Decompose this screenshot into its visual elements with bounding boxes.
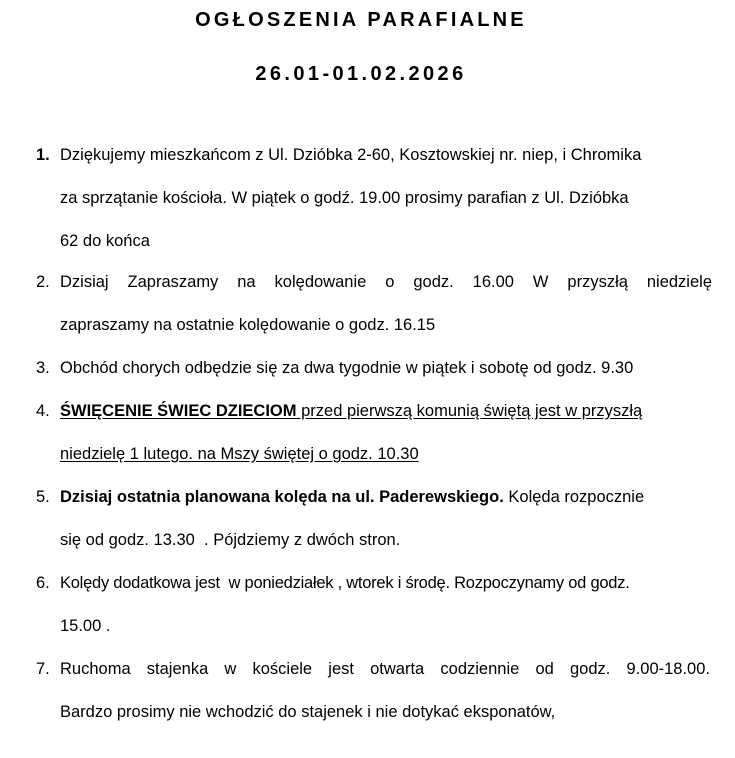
item-text-line: 62 do końca xyxy=(60,232,150,250)
item-text-line: za sprzątanie kościoła. W piątek o godź. 19.00 prosimy parafian z Ul. Dzióbka xyxy=(60,189,629,207)
item-number: 1. xyxy=(36,146,50,164)
item-number: 5. xyxy=(36,488,50,506)
date-range: 26.01-01.02.2026 xyxy=(255,63,467,85)
item-text: przed pierwszą komunią świętą jest w przyszłą xyxy=(296,402,643,420)
item-text-line: niedzielę 1 lutego. na Mszy świętej o godz. 10.30 xyxy=(60,445,419,463)
item-number: 6. xyxy=(36,574,50,592)
item-text-line: Kolędy dodatkowa jest w poniedziałek , wtorek i środę. Rozpoczynamy od godz. xyxy=(60,574,630,592)
item-number: 7. xyxy=(36,660,50,678)
item-text-line: Ruchoma stajenka w kościele jest otwarta codziennie od godz. 9.00-18.00. xyxy=(60,660,710,678)
item-text-line: zapraszamy na ostatnie kolędowanie o godz. 16.15 xyxy=(60,316,436,334)
item-text-line: Obchód chorych odbędzie się za dwa tygodnie w piątek i sobotę od godz. 9.30 xyxy=(60,359,634,377)
item-text-line xyxy=(60,402,712,421)
item-text-line: Dzisiaj Zapraszamy na kolędowanie o godz. 16.00 W przyszłą niedzielę xyxy=(60,273,712,291)
highlight-text: Dzisiaj ostatnia planowana kolęda na ul. Paderewskiego. xyxy=(60,488,504,506)
item-number: 3. xyxy=(36,359,50,377)
item-text-line: Dziękujemy mieszkańcom z Ul. Dzióbka 2-60, Kosztowskiej nr. niep, i Chromika xyxy=(60,146,642,164)
item-text-line: Bardzo prosimy nie wchodzić do stajenek i nie dotykać eksponatów, xyxy=(60,703,556,721)
item-number: 2. xyxy=(36,273,50,291)
highlight-text: ŚWIĘCENIE ŚWIEC DZIECIOM xyxy=(60,402,297,420)
item-number: 4. xyxy=(36,402,50,420)
item-text-line: 15.00 . xyxy=(60,617,111,635)
item-text: Kolęda rozpocznie xyxy=(503,488,645,506)
page-title: OGŁOSZENIA PARAFIALNE xyxy=(195,9,527,31)
item-text-line xyxy=(60,488,712,507)
item-text-line: się od godz. 13.30 . Pójdziemy z dwóch stron. xyxy=(60,531,401,549)
